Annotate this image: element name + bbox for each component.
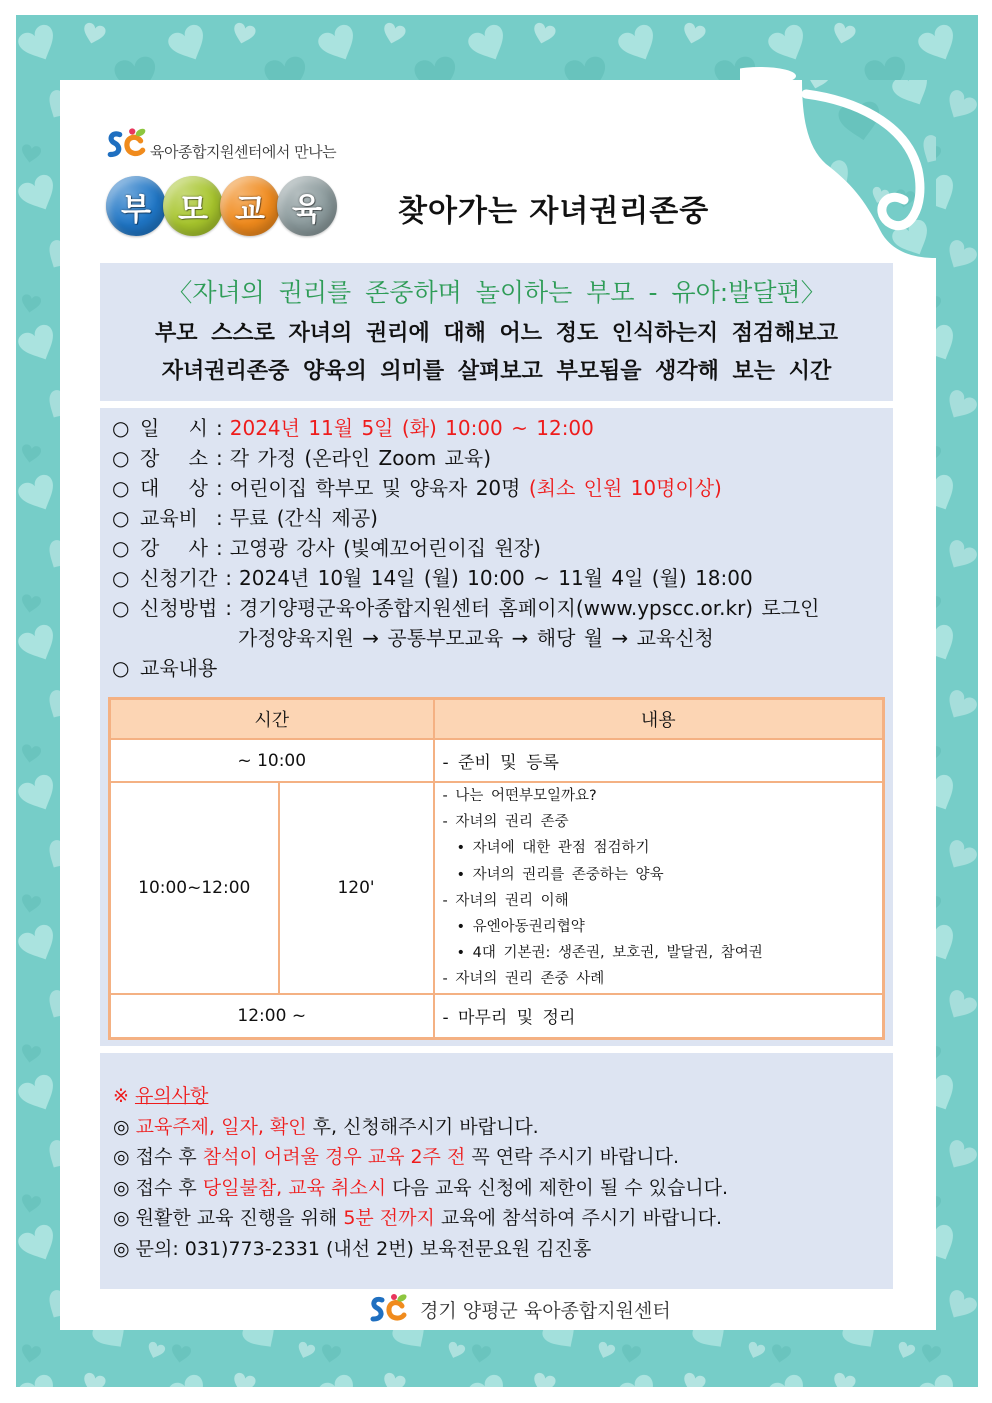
notice-highlight: 참석이 어려울 경우 교육 2주 전 <box>202 1146 466 1168</box>
info-label: 일 시 <box>140 416 208 440</box>
table-row <box>110 994 884 1039</box>
content-cell <box>434 782 884 994</box>
time-cell: 12:00 ~ <box>110 994 434 1039</box>
info-label: 교육비 <box>140 506 198 530</box>
notice-highlight: 당일불참, 교육 취소시 <box>202 1176 387 1199</box>
intro-panel <box>100 263 893 401</box>
info-label: 대 상 <box>140 476 208 500</box>
notice-line: ◎ 원활한 교육 진행을 위해 5분 전까지 교육에 참석하여 주시기 바랍니다. <box>113 1207 723 1229</box>
info-value: 고영광 강사 (빛예꼬어린이집 원장) <box>229 536 541 560</box>
notice-heading <box>113 1081 728 1112</box>
intro-line-2: 자녀권리존중 양육의 의미를 살펴보고 부모됨을 생각해 보는 시간 <box>161 359 832 384</box>
info-value: 경기양평군육아종합지원센터 홈페이지(www.ypscc.or.kr) 로그인 <box>239 596 820 620</box>
teapot-decoration <box>740 60 950 280</box>
circle-bullet-icon: ○ <box>112 416 130 440</box>
badge-yuk: 육 <box>277 176 337 236</box>
info-label: 강 사 <box>140 536 208 560</box>
circle-bullet-icon: ○ <box>112 536 130 560</box>
info-schedule: ○ 일 시 : 2024년 11월 5일 (화) 10:00 ~ 12:00 <box>112 413 819 443</box>
schedule-table-wrapper <box>108 697 885 1035</box>
content-cell: - 마무리 및 정리 <box>434 994 884 1039</box>
info-method-path: 가정양육지원 → 공통부모교육 → 해당 월 → 교육신청 <box>238 626 714 650</box>
notice-highlight: 교육주제, 일자, 확인 <box>135 1115 307 1138</box>
time-cell: 10:00~12:00 <box>110 782 279 994</box>
content-list <box>435 783 883 993</box>
notice-list <box>113 1081 728 1264</box>
notice-highlight: 5분 전까지 <box>343 1207 435 1229</box>
info-label: 장 소 <box>140 446 208 470</box>
time-cell: ~ 10:00 <box>110 739 434 782</box>
info-period: ○ 신청기간 : 2024년 10월 14일 (월) 10:00 ~ 11월 4일 (월) 18:00 <box>112 563 819 593</box>
center-logo-icon <box>366 1291 412 1327</box>
intro-line-1: 부모 스스로 자녀의 권리에 대해 어느 정도 인식하는지 점검해보고 <box>154 321 839 346</box>
center-logo-icon <box>104 124 150 164</box>
list-item: - 자녀의 권리 존중 사례 <box>442 971 605 988</box>
notice-contact-line: ◎ 문의: 031)773-2331 (내선 2번) 보육전문요원 김진홍 <box>113 1237 592 1260</box>
info-value: 어린이집 학부모 및 양육자 20명 <box>229 476 521 500</box>
info-content-heading <box>112 653 819 683</box>
info-value: 각 가정 (온라인 Zoom 교육) <box>229 446 492 470</box>
badge-gyo: 교 <box>220 176 280 236</box>
reference-mark-icon: ※ <box>113 1085 129 1107</box>
info-list <box>112 413 819 683</box>
info-value: 무료 (간식 제공) <box>229 506 378 530</box>
info-note: (최소 인원 10명이상) <box>528 476 722 500</box>
list-subitem: • 유엔아동권리협약 <box>456 919 585 936</box>
list-subitem: • 자녀에 대한 관점 점검하기 <box>456 840 650 857</box>
table-header-time: 시간 <box>110 699 434 740</box>
info-fee: ○ 교육비 : 무료 (간식 제공) <box>112 503 819 533</box>
list-item: - 자녀의 권리 이해 <box>442 892 569 909</box>
circle-bullet-icon: ○ <box>112 446 130 470</box>
notice-panel <box>100 1053 893 1289</box>
info-target: ○ 대 상 : 어린이집 학부모 및 양육자 20명 (최소 인원 10명이상) <box>112 473 819 503</box>
notice-line: ◎ 접수 후 당일불참, 교육 취소시 다음 교육 신청에 제한이 될 수 있습니다. <box>113 1176 729 1199</box>
info-label: 교육내용 <box>140 656 218 680</box>
schedule-table <box>108 697 885 1040</box>
table-row <box>110 782 884 994</box>
duration-cell: 120' <box>279 782 434 994</box>
content-cell: - 준비 및 등록 <box>434 739 884 782</box>
info-value: 2024년 11월 5일 (화) 10:00 ~ 12:00 <box>229 416 594 440</box>
center-tagline: 육아종합지원센터에서 만나는 <box>150 143 337 161</box>
info-label: 신청방법 <box>140 596 218 620</box>
notice-line: ◎ 접수 후 참석이 어려울 경우 교육 2주 전 꼭 연락 주시기 바랍니다. <box>113 1146 680 1168</box>
notice-heading-text: 유의사항 <box>134 1085 209 1107</box>
table-header-row <box>110 699 884 740</box>
badge-bu: 부 <box>106 176 166 236</box>
badge-mo: 모 <box>163 176 223 236</box>
circle-bullet-icon: ○ <box>112 566 130 590</box>
circle-bullet-icon: ○ <box>112 506 130 530</box>
list-subitem: • 4대 기본권: 생존권, 보호권, 발달권, 참여권 <box>456 945 763 962</box>
info-instructor: ○ 강 사 : 고영광 강사 (빛예꼬어린이집 원장) <box>112 533 819 563</box>
info-panel <box>100 408 893 1046</box>
list-item: - 나는 어떤부모일까요? <box>442 788 597 804</box>
circle-bullet-icon: ○ <box>112 476 130 500</box>
footer-organization: 경기 양평군 육아종합지원센터 <box>420 1300 671 1322</box>
list-subitem: • 자녀의 권리를 존중하는 양육 <box>456 866 664 883</box>
info-method: ○ 신청방법 : 경기양평군육아종합지원센터 홈페이지(www.ypscc.or.kr) 로그인 <box>112 593 819 623</box>
program-subtitle: 〈자녀의 권리를 존중하며 놀이하는 부모 - 유아:발달편〉 <box>167 278 826 307</box>
circle-bullet-icon: ○ <box>112 596 130 620</box>
info-value: 2024년 10월 14일 (월) 10:00 ~ 11월 4일 (월) 18:00 <box>239 566 753 590</box>
info-label: 신청기간 <box>140 566 218 590</box>
notice-line: ◎ 교육주제, 일자, 확인 후, 신청해주시기 바랍니다. <box>113 1115 539 1138</box>
page-title: 찾아가는 자녀권리존중 <box>398 194 710 229</box>
table-row <box>110 739 884 782</box>
table-header-content: 내용 <box>434 699 884 740</box>
circle-bullet-icon: ○ <box>112 656 130 680</box>
info-place: ○ 장 소 : 각 가정 (온라인 Zoom 교육) <box>112 443 819 473</box>
list-item: - 자녀의 권리 존중 <box>442 814 569 831</box>
